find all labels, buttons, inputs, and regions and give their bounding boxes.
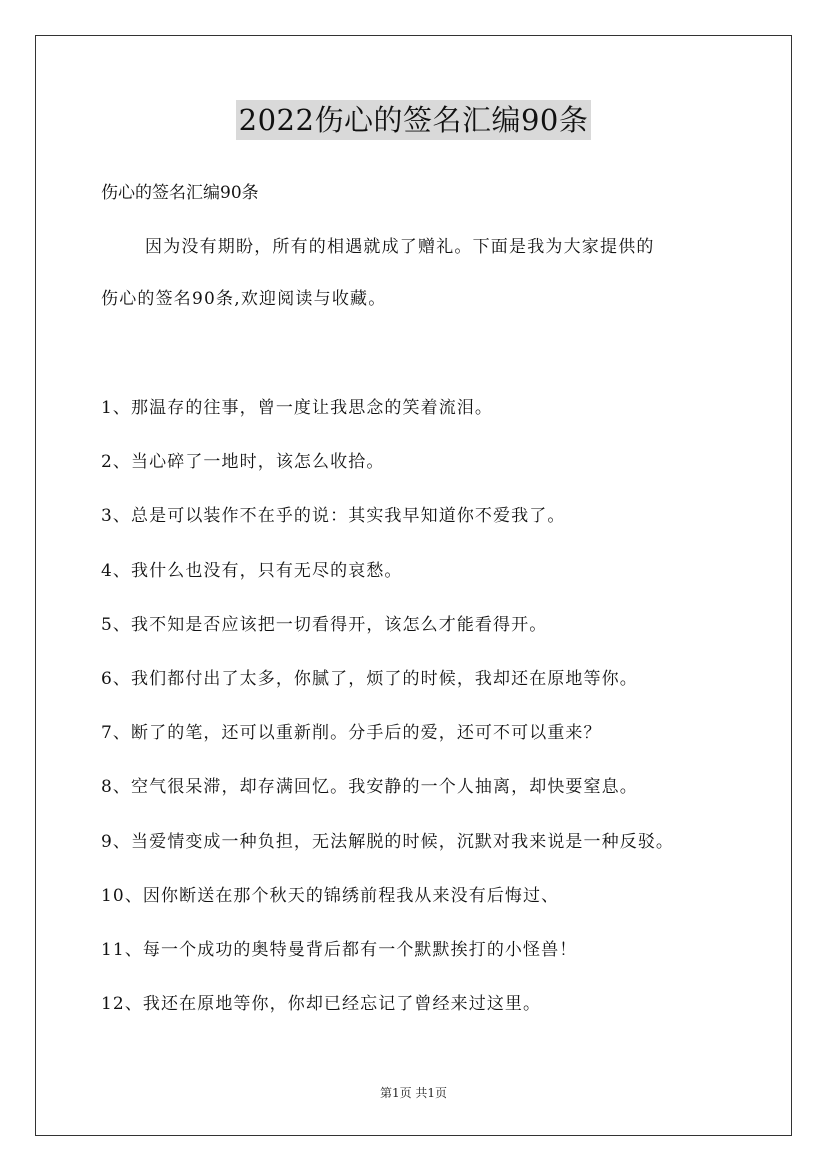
document-title: 2022伤心的签名汇编90条 [236, 100, 592, 140]
list-item: 7、断了的笔，还可以重新削。分手后的爱，还可不可以重来？ [101, 723, 602, 744]
page-footer: 第1页 共1页 [379, 1086, 448, 1100]
list-item: 11、每一个成功的奥特曼背后都有一个默默挨打的小怪兽！ [101, 939, 578, 960]
list-item: 9、当爱情变成一种负担，无法解脱的时候，沉默对我来说是一种反驳。 [101, 831, 675, 852]
list-item: 5、我不知是否应该把一切看得开，该怎么才能看得开。 [101, 614, 548, 635]
list-item: 2、当心碎了一地时，该怎么收拾。 [101, 452, 385, 473]
list-item: 12、我还在原地等你，你却已经忘记了曾经来过这里。 [101, 994, 542, 1015]
list-item: 8、空气很呆滞，却存满回忆。我安静的一个人抽离，却快要窒息。 [101, 777, 638, 798]
document-subtitle: 伤心的签名汇编90条 [101, 183, 259, 203]
signature-list [101, 395, 741, 1045]
list-item: 6、我们都付出了太多，你腻了，烦了的时候，我却还在原地等你。 [101, 668, 638, 689]
intro-paragraph-line-1: 因为没有期盼，所有的相遇就成了赠礼。下面是我为大家提供的 [145, 237, 655, 257]
intro-paragraph-line-2: 伤心的签名90条,欢迎阅读与收藏。 [101, 289, 387, 309]
list-item: 4、我什么也没有，只有无尽的哀愁。 [101, 560, 403, 581]
list-item: 3、总是可以装作不在乎的说：其实我早知道你不爱我了。 [101, 506, 566, 527]
list-item: 1、那温存的往事，曾一度让我思念的笑着流泪。 [101, 398, 494, 418]
list-item: 10、因你断送在那个秋天的锦绣前程我从来没有后悔过、 [101, 885, 560, 906]
title-container [0, 100, 827, 140]
